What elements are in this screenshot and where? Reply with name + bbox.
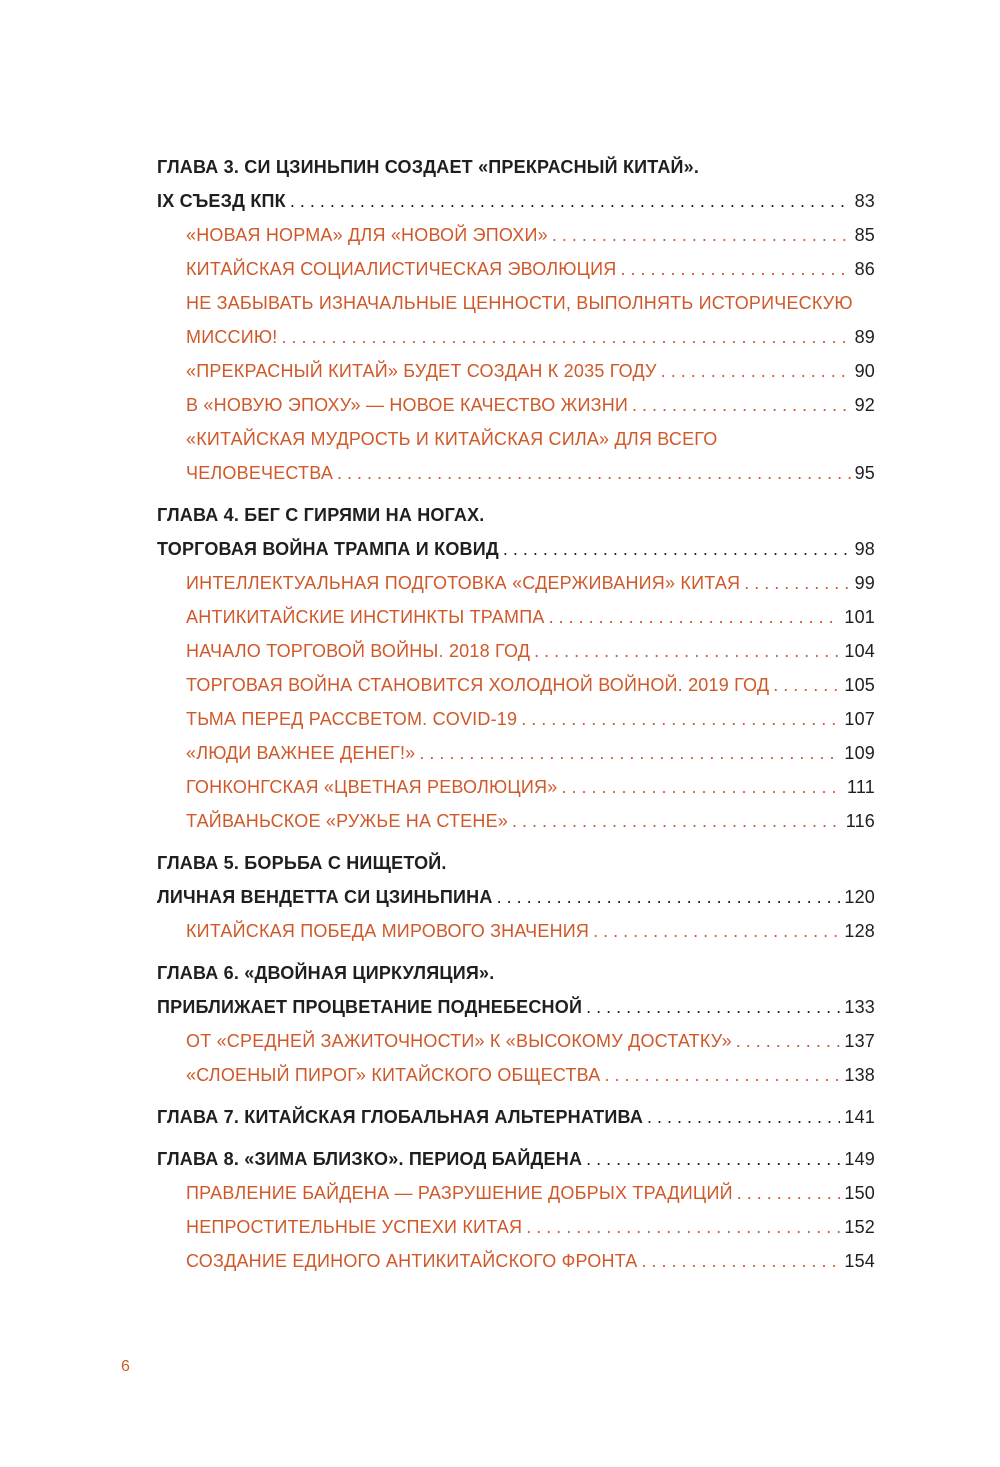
toc-entry-title: ГЛАВА 8. «ЗИМА БЛИЗКО». ПЕРИОД БАЙДЕНА <box>157 1149 583 1169</box>
toc-entry-title: ПРИБЛИЖАЕТ ПРОЦВЕТАНИЕ ПОДНЕБЕСНОЙ <box>157 997 583 1017</box>
toc-entry-title: ТОРГОВАЯ ВОЙНА СТАНОВИТСЯ ХОЛОДНОЙ ВОЙНОЙ. 2019 ГОД <box>186 675 770 695</box>
page-number: 6 <box>121 1358 130 1375</box>
toc-entry-title: ТЬМА ПЕРЕД РАССВЕТОМ. COVID-19 <box>186 709 518 729</box>
toc-section-entry[interactable] <box>157 777 875 811</box>
toc-page-number: 149 <box>844 1149 875 1169</box>
toc-page-number: 85 <box>854 225 875 245</box>
toc-section-entry[interactable] <box>157 293 875 327</box>
toc-page-number: 83 <box>854 191 875 211</box>
toc-page-number: 150 <box>844 1183 875 1203</box>
toc-entry-title: МИССИЮ! <box>186 327 278 347</box>
dot-leader <box>561 777 843 798</box>
toc-entry-title: «КИТАЙСКАЯ МУДРОСТЬ И КИТАЙСКАЯ СИЛА» ДЛЯ ВСЕГО <box>186 429 718 449</box>
toc-entry-title: ТОРГОВАЯ ВОЙНА ТРАМПА И КОВИД <box>157 539 499 559</box>
dot-leader <box>526 1217 840 1238</box>
dot-leader <box>552 225 851 246</box>
toc-section-entry[interactable] <box>157 361 875 395</box>
toc-chapter-entry[interactable] <box>157 505 875 539</box>
dot-leader <box>620 259 850 280</box>
toc-page-number: 116 <box>845 811 875 831</box>
dot-leader <box>512 811 842 832</box>
toc-page-number: 90 <box>854 361 875 381</box>
dot-leader <box>586 997 840 1018</box>
toc-page-number: 105 <box>844 675 875 695</box>
toc-section-entry[interactable] <box>157 1217 875 1251</box>
dot-leader <box>521 709 840 730</box>
toc-section-entry[interactable] <box>157 1065 875 1099</box>
toc-page-number: 120 <box>844 887 875 907</box>
toc-section-entry[interactable] <box>157 429 875 463</box>
toc-entry-title: КИТАЙСКАЯ СОЦИАЛИСТИЧЕСКАЯ ЭВОЛЮЦИЯ <box>186 259 617 279</box>
toc-section-entry[interactable] <box>157 327 875 361</box>
dot-leader <box>737 1183 841 1204</box>
dot-leader <box>647 1107 840 1128</box>
toc-section-entry[interactable] <box>157 259 875 293</box>
toc-section-entry[interactable] <box>157 607 875 641</box>
toc-section-entry[interactable] <box>157 463 875 497</box>
toc-entry-title: «ПРЕКРАСНЫЙ КИТАЙ» БУДЕТ СОЗДАН К 2035 ГОДУ <box>186 361 657 381</box>
dot-leader <box>736 1031 841 1052</box>
toc-page-number: 92 <box>854 395 875 415</box>
dot-leader <box>744 573 850 594</box>
toc-page-number: 98 <box>854 539 875 559</box>
toc-entry-title: ГЛАВА 4. БЕГ С ГИРЯМИ НА НОГАХ. <box>157 505 485 525</box>
toc-section-entry[interactable] <box>157 743 875 777</box>
toc-page-number: 104 <box>844 641 875 661</box>
toc-entry-title: ГЛАВА 7. КИТАЙСКАЯ ГЛОБАЛЬНАЯ АЛЬТЕРНАТИВА <box>157 1107 644 1127</box>
toc-section-entry[interactable] <box>157 225 875 259</box>
dot-leader <box>549 607 841 628</box>
toc-chapter-entry[interactable] <box>157 1107 875 1141</box>
dot-leader <box>642 1251 841 1272</box>
dot-leader <box>419 743 840 764</box>
toc-chapter-entry[interactable] <box>157 191 875 225</box>
toc-section-entry[interactable] <box>157 1031 875 1065</box>
dot-leader <box>661 361 851 382</box>
dot-leader <box>337 463 851 484</box>
toc-page-number: 99 <box>854 573 875 593</box>
dot-leader <box>497 887 841 908</box>
toc-section-entry[interactable] <box>157 675 875 709</box>
toc-chapter-entry[interactable] <box>157 963 875 997</box>
toc-entry-title: В «НОВУЮ ЭПОХУ» — НОВОЕ КАЧЕСТВО ЖИЗНИ <box>186 395 629 415</box>
toc-section-entry[interactable] <box>157 1251 875 1285</box>
toc-page-number: 89 <box>854 327 875 347</box>
toc-chapter-entry[interactable] <box>157 539 875 573</box>
toc-section-entry[interactable] <box>157 1183 875 1217</box>
toc-page-number: 152 <box>844 1217 875 1237</box>
toc-section-entry[interactable] <box>157 641 875 675</box>
toc-page-number: 154 <box>844 1251 875 1271</box>
toc-entry-title: ЛИЧНАЯ ВЕНДЕТТА СИ ЦЗИНЬПИНА <box>157 887 493 907</box>
toc-entry-title: НЕ ЗАБЫВАТЬ ИЗНАЧАЛЬНЫЕ ЦЕННОСТИ, ВЫПОЛНЯТЬ ИСТОРИЧЕСКУЮ <box>186 293 853 313</box>
toc-entry-title: ОТ «СРЕДНЕЙ ЗАЖИТОЧНОСТИ» К «ВЫСОКОМУ ДОСТАТКУ» <box>186 1031 732 1051</box>
toc-section-entry[interactable] <box>157 921 875 955</box>
toc-page-number: 133 <box>844 997 875 1017</box>
toc-page-number: 128 <box>844 921 875 941</box>
toc-entry-title: НАЧАЛО ТОРГОВОЙ ВОЙНЫ. 2018 ГОД <box>186 641 531 661</box>
toc-page-number: 137 <box>844 1031 875 1051</box>
toc-entry-title: «НОВАЯ НОРМА» ДЛЯ «НОВОЙ ЭПОХИ» <box>186 225 548 245</box>
dot-leader <box>773 675 840 696</box>
dot-leader <box>503 539 851 560</box>
toc-entry-title: «ЛЮДИ ВАЖНЕЕ ДЕНЕГ!» <box>186 743 416 763</box>
toc-page-number: 109 <box>844 743 875 763</box>
toc-section-entry[interactable] <box>157 573 875 607</box>
toc-entry-title: ПРАВЛЕНИЕ БАЙДЕНА — РАЗРУШЕНИЕ ДОБРЫХ ТРАДИЦИЙ <box>186 1183 733 1203</box>
toc-entry-title: ИНТЕЛЛЕКТУАЛЬНАЯ ПОДГОТОВКА «СДЕРЖИВАНИЯ» КИТАЯ <box>186 573 741 593</box>
toc-entry-title: ГЛАВА 5. БОРЬБА С НИЩЕТОЙ. <box>157 853 447 873</box>
toc-page-number: 141 <box>844 1107 875 1127</box>
toc-entry-title: НЕПРОСТИТЕЛЬНЫЕ УСПЕХИ КИТАЯ <box>186 1217 523 1237</box>
toc-page-number: 111 <box>847 777 875 797</box>
table-of-contents <box>157 157 875 1285</box>
toc-chapter-entry[interactable] <box>157 1149 875 1183</box>
dot-leader <box>290 191 851 212</box>
toc-entry-title: КИТАЙСКАЯ ПОБЕДА МИРОВОГО ЗНАЧЕНИЯ <box>186 921 590 941</box>
toc-page-number: 138 <box>844 1065 875 1085</box>
toc-page-number: 107 <box>844 709 875 729</box>
toc-entry-title: «СЛОЕНЫЙ ПИРОГ» КИТАЙСКОГО ОБЩЕСТВА <box>186 1065 601 1085</box>
toc-page-number: 101 <box>844 607 875 627</box>
toc-page-number: 95 <box>854 463 875 483</box>
toc-entry-title: ГОНКОНГСКАЯ «ЦВЕТНАЯ РЕВОЛЮЦИЯ» <box>186 777 558 797</box>
toc-entry-title: СОЗДАНИЕ ЕДИНОГО АНТИКИТАЙСКОГО ФРОНТА <box>186 1251 638 1271</box>
toc-chapter-entry[interactable] <box>157 887 875 921</box>
toc-chapter-entry[interactable] <box>157 157 875 191</box>
toc-entry-title: ЧЕЛОВЕЧЕСТВА <box>186 463 334 483</box>
dot-leader <box>534 641 840 662</box>
toc-chapter-entry[interactable] <box>157 997 875 1031</box>
toc-section-entry[interactable] <box>157 709 875 743</box>
dot-leader <box>632 395 851 416</box>
dot-leader <box>281 327 850 348</box>
toc-chapter-entry[interactable] <box>157 853 875 887</box>
dot-leader <box>586 1149 840 1170</box>
toc-entry-title: IX СЪЕЗД КПК <box>157 191 286 211</box>
dot-leader <box>593 921 840 942</box>
toc-section-entry[interactable] <box>157 395 875 429</box>
toc-entry-title: ГЛАВА 6. «ДВОЙНАЯ ЦИРКУЛЯЦИЯ». <box>157 963 495 983</box>
toc-entry-title: ГЛАВА 3. СИ ЦЗИНЬПИН СОЗДАЕТ «ПРЕКРАСНЫЙ КИТАЙ». <box>157 157 700 177</box>
dot-leader <box>604 1065 840 1086</box>
toc-section-entry[interactable] <box>157 811 875 845</box>
toc-page-number: 86 <box>854 259 875 279</box>
toc-entry-title: АНТИКИТАЙСКИЕ ИНСТИНКТЫ ТРАМПА <box>186 607 545 627</box>
toc-entry-title: ТАЙВАНЬСКОЕ «РУЖЬЕ НА СТЕНЕ» <box>186 811 508 831</box>
